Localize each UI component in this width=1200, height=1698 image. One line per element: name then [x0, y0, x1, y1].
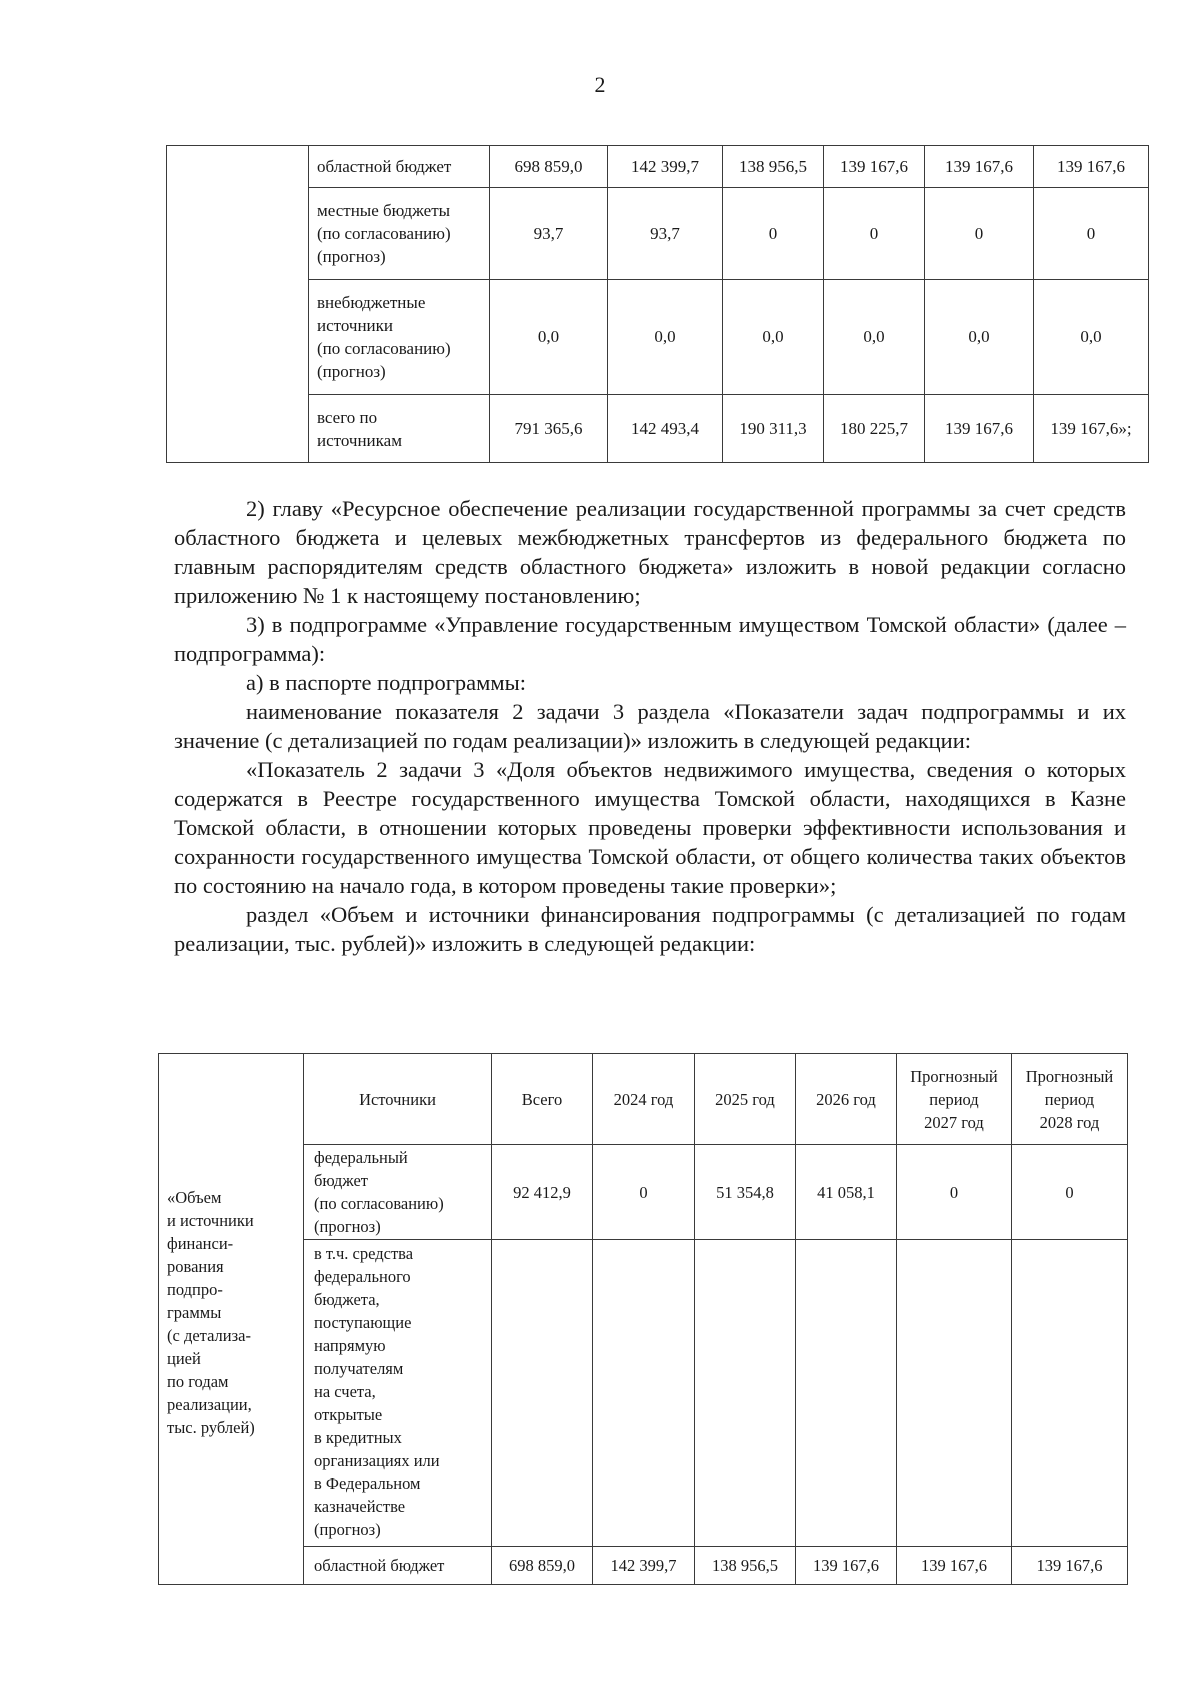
cell-2025: 138 956,5: [723, 146, 824, 188]
col-header-sources: Источники: [304, 1054, 492, 1145]
table-row: [159, 1547, 1128, 1585]
cell-2026: 0: [824, 188, 925, 280]
cell-2027: 0: [925, 188, 1034, 280]
cell-2028: 139 167,6: [1034, 146, 1149, 188]
cell-2026: [796, 1240, 897, 1547]
paragraph-item-a: а) в паспорте подпрограммы:: [246, 670, 526, 695]
cell-2027: [897, 1240, 1012, 1547]
cell-2028: [1012, 1240, 1128, 1547]
body-text: [174, 494, 1126, 958]
cell-2028: 0,0: [1034, 280, 1149, 395]
row-label: всего по источникам: [309, 395, 490, 463]
row-header-label: «Объем и источники финанси- рования подпро- граммы (с детализа- цией по годам реализации, тыс. рублей): [167, 1188, 255, 1437]
cell-2024: 0,0: [608, 280, 723, 395]
cell-total: [492, 1240, 593, 1547]
paragraph-item-3: 3) в подпрограмме «Управление государственным имуществом Томской области» (далее – подпрограмма):: [174, 612, 1126, 666]
cell-2024: 142 399,7: [593, 1547, 695, 1585]
cell-2024: 0: [593, 1145, 695, 1240]
cell-2027: 0,0: [925, 280, 1034, 395]
table-row: [159, 1240, 1128, 1547]
table-row: [167, 146, 1149, 188]
paragraph-section: раздел «Объем и источники финансирования подпрограммы (с детализацией по годам реализации, тыс. рублей)» изложить в следующей редакции:: [174, 902, 1126, 956]
funding-table-continuation: [166, 145, 1149, 463]
cell-2028: 139 167,6: [1012, 1547, 1128, 1585]
cell-2028: 0: [1034, 188, 1149, 280]
col-header-total: Всего: [492, 1054, 593, 1145]
empty-row-header-cell: [167, 146, 309, 463]
table-row: [167, 188, 1149, 280]
table-row: [167, 395, 1149, 463]
col-header-2028: Прогнозный период 2028 год: [1012, 1054, 1128, 1145]
col-header-2025: 2025 год: [695, 1054, 796, 1145]
cell-2026: 41 058,1: [796, 1145, 897, 1240]
paragraph-indicator-name: наименование показателя 2 задачи 3 раздела «Показатели задач подпрограммы и их значение (с детализацией по годам реализации)» изложить в следующей редакции:: [174, 699, 1126, 753]
subprogram-funding-table: [158, 1053, 1128, 1585]
row-label: областной бюджет: [309, 146, 490, 188]
cell-2027: 139 167,6: [925, 395, 1034, 463]
row-label: местные бюджеты (по согласованию) (прогноз): [309, 188, 490, 280]
cell-2025: [695, 1240, 796, 1547]
cell-total: 0,0: [490, 280, 608, 395]
table-row: [167, 280, 1149, 395]
cell-2025: 138 956,5: [695, 1547, 796, 1585]
col-header-2027: Прогнозный период 2027 год: [897, 1054, 1012, 1145]
cell-total: 93,7: [490, 188, 608, 280]
paragraph-indicator-text: «Показатель 2 задачи 3 «Доля объектов недвижимого имущества, сведения о которых содержатся в Реестре государственного имущества Томской области, находящихся в Казне Томской области, в отношении которых проведены проверки эффективности использования и сохранности государственного имущества Томской области, от общего количества таких объектов по состоянию на начало года, в котором проведены такие проверки»;: [174, 757, 1126, 898]
cell-total: 791 365,6: [490, 395, 608, 463]
cell-2024: 142 399,7: [608, 146, 723, 188]
cell-2026: 180 225,7: [824, 395, 925, 463]
cell-2026: 0,0: [824, 280, 925, 395]
cell-2024: [593, 1240, 695, 1547]
col-header-2024: 2024 год: [593, 1054, 695, 1145]
cell-2027: 139 167,6: [925, 146, 1034, 188]
cell-2026: 139 167,6: [824, 146, 925, 188]
cell-2024: 142 493,4: [608, 395, 723, 463]
row-header-cell: [159, 1054, 304, 1585]
row-label: федеральный бюджет (по согласованию) (прогноз): [304, 1145, 492, 1240]
table-header-row: [159, 1054, 1128, 1145]
page-number: 2: [594, 72, 606, 97]
cell-2027: 0: [897, 1145, 1012, 1240]
cell-2027: 139 167,6: [897, 1547, 1012, 1585]
row-label: областной бюджет: [304, 1547, 492, 1585]
cell-2026: 139 167,6: [796, 1547, 897, 1585]
cell-2025: 190 311,3: [723, 395, 824, 463]
cell-2028: 139 167,6»;: [1034, 395, 1149, 463]
cell-total: 92 412,9: [492, 1145, 593, 1240]
cell-2025: 0,0: [723, 280, 824, 395]
row-label: в т.ч. средства федерального бюджета, поступающие напрямую получателям на счета, открытые в кредитных организациях или в Федеральном казначействе (прогноз): [304, 1240, 492, 1547]
col-header-2026: 2026 год: [796, 1054, 897, 1145]
cell-2024: 93,7: [608, 188, 723, 280]
table-row: [159, 1145, 1128, 1240]
cell-total: 698 859,0: [490, 146, 608, 188]
cell-2025: 51 354,8: [695, 1145, 796, 1240]
row-label: внебюджетные источники (по согласованию) (прогноз): [309, 280, 490, 395]
cell-total: 698 859,0: [492, 1547, 593, 1585]
cell-2025: 0: [723, 188, 824, 280]
cell-2028: 0: [1012, 1145, 1128, 1240]
paragraph-item-2: 2) главу «Ресурсное обеспечение реализации государственной программы за счет средств областного бюджета и целевых межбюджетных трансфертов из федерального бюджета по главным распорядителям средств областного бюджета» изложить в новой редакции согласно приложению № 1 к настоящему постановлению;: [174, 496, 1126, 608]
